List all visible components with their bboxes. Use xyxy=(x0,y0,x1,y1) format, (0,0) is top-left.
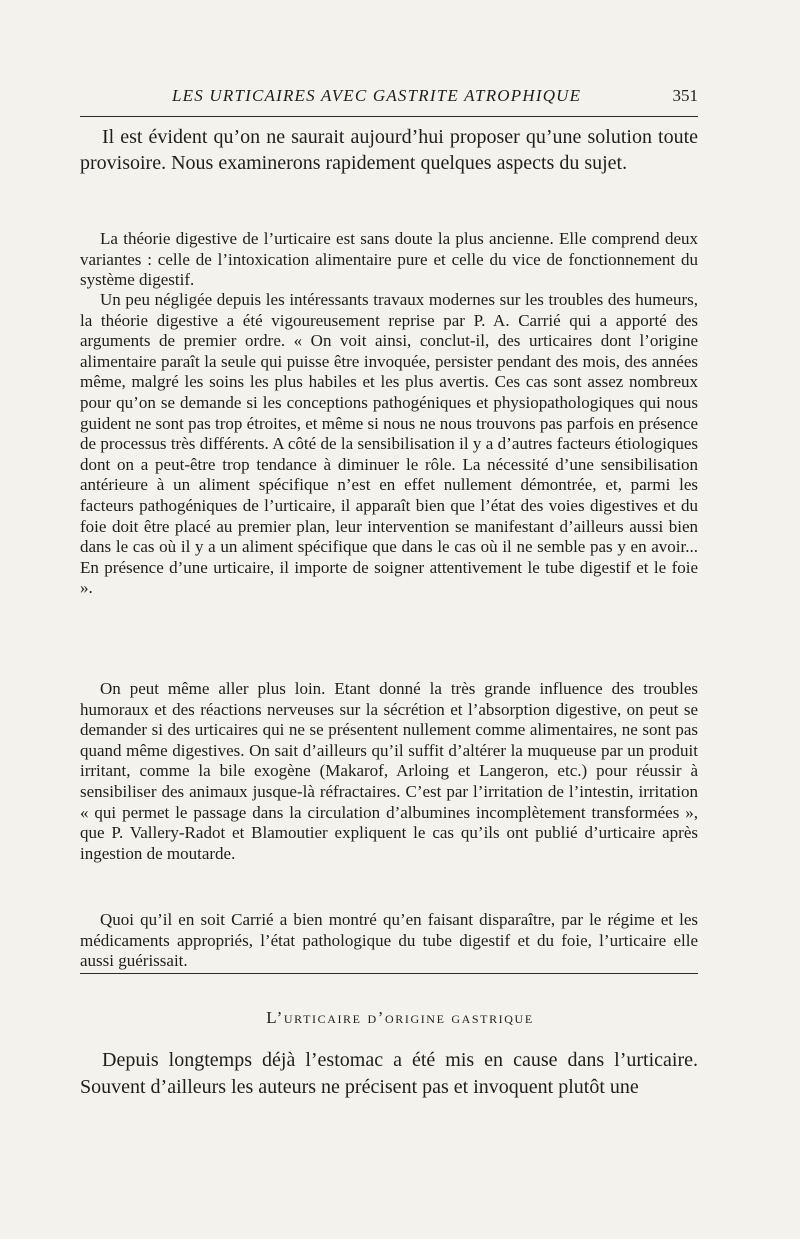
section-rule xyxy=(80,973,698,974)
section-title: L’urticaire d’origine gastrique xyxy=(266,1008,534,1027)
paragraph-further-argument: On peut même aller plus loin. Etant donné la très grande influence des troubles humoraux et des réactions nerveuses sur la sécrétion et l’absorption digestive, on peut se demander si des urticaires qui ne se présentent nullement comme alimentaires, ne sont pas quand même digestives. On sait d’ailleurs qu’il suffit d’altérer la muqueuse par un produit irritant, comme la bile exogène (Makarof, Arloing et Langeron, etc.) pour réussir à sensibiliser des animaux jusque-là réfractaires. C’est par l’irritation de l’intestin, irritation « qui permet le passage dans la circulation d’albumines incomplètement transformées », que P. Vallery-Radot et Blamoutier expliquent le cas qu’ils ont publié d’urticaire après ingestion de moutarde. xyxy=(80,679,698,863)
header-rule xyxy=(80,116,698,117)
paragraph-carrie-quote: Un peu négligée depuis les intéressants travaux modernes sur les troubles des humeurs, la théorie digestive a été vigoureusement reprise par P. A. Carrié qui a apporté des arguments de premier ordre. « On voit ainsi, conclut-il, des urticaires dont l’origine alimentaire paraît la seule qui puisse être invoquée, persister pendant des mois, des années même, malgré les soins les plus habiles et les plus avertis. Ces cas sont assez nombreux pour qu’on se demande si les conceptions pathogéniques et physiopathologiques qui nous guident ne sont pas trop étroites, et même si nous ne nous trouvons pas parfois en présence de processus très différents. A côté de la sensibilisation il y a d’autres facteurs étiologiques dont on a peut-être trop tendance à diminuer le rôle. La nécessité d’une sensibilisation antérieure à un aliment spécifique n’est en effet nullement démontrée, et, parmi les facteurs pathogéniques de l’urticaire, il apparaît bien que l’état des voies digestives et du foie doit être placé au premier plan, leur intervention se manifestant d’ailleurs aussi bien dans le cas où il y a un aliment spécifique que dans le cas où il ne semble pas y en avoir... En présence d’une urticaire, il importe de soigner attentivement le tube digestif et le foie ». xyxy=(80,290,699,598)
page-number: 351 xyxy=(672,86,698,105)
paragraph-conclusion: Quoi qu’il en soit Carrié a bien montré qu’en faisant disparaître, par le régime et les médicaments appropriés, l’état pathologique du tube digestif et du foie, l’urticaire elle aussi guérissait. xyxy=(80,910,698,971)
paragraph-digestive-theory: La théorie digestive de l’urticaire est sans doute la plus ancienne. Elle comprend deux variantes : celle de l’intoxication alimentaire pure et celle du vice de fonctionnement du système digestif. xyxy=(80,229,698,290)
intro-paragraph: Il est évident qu’on ne saurait aujourd’hui proposer qu’une solution toute provisoire. Nous examinerons rapidement quelques aspects du sujet. xyxy=(80,126,698,174)
running-title: LES URTICAIRES AVEC GASTRITE ATROPHIQUE xyxy=(172,86,582,105)
running-header xyxy=(80,86,698,112)
closing-paragraph: Depuis longtemps déjà l’estomac a été mis en cause dans l’urticaire. Souvent d’ailleurs les auteurs ne précisent pas et invoquent plutôt une xyxy=(80,1049,698,1098)
